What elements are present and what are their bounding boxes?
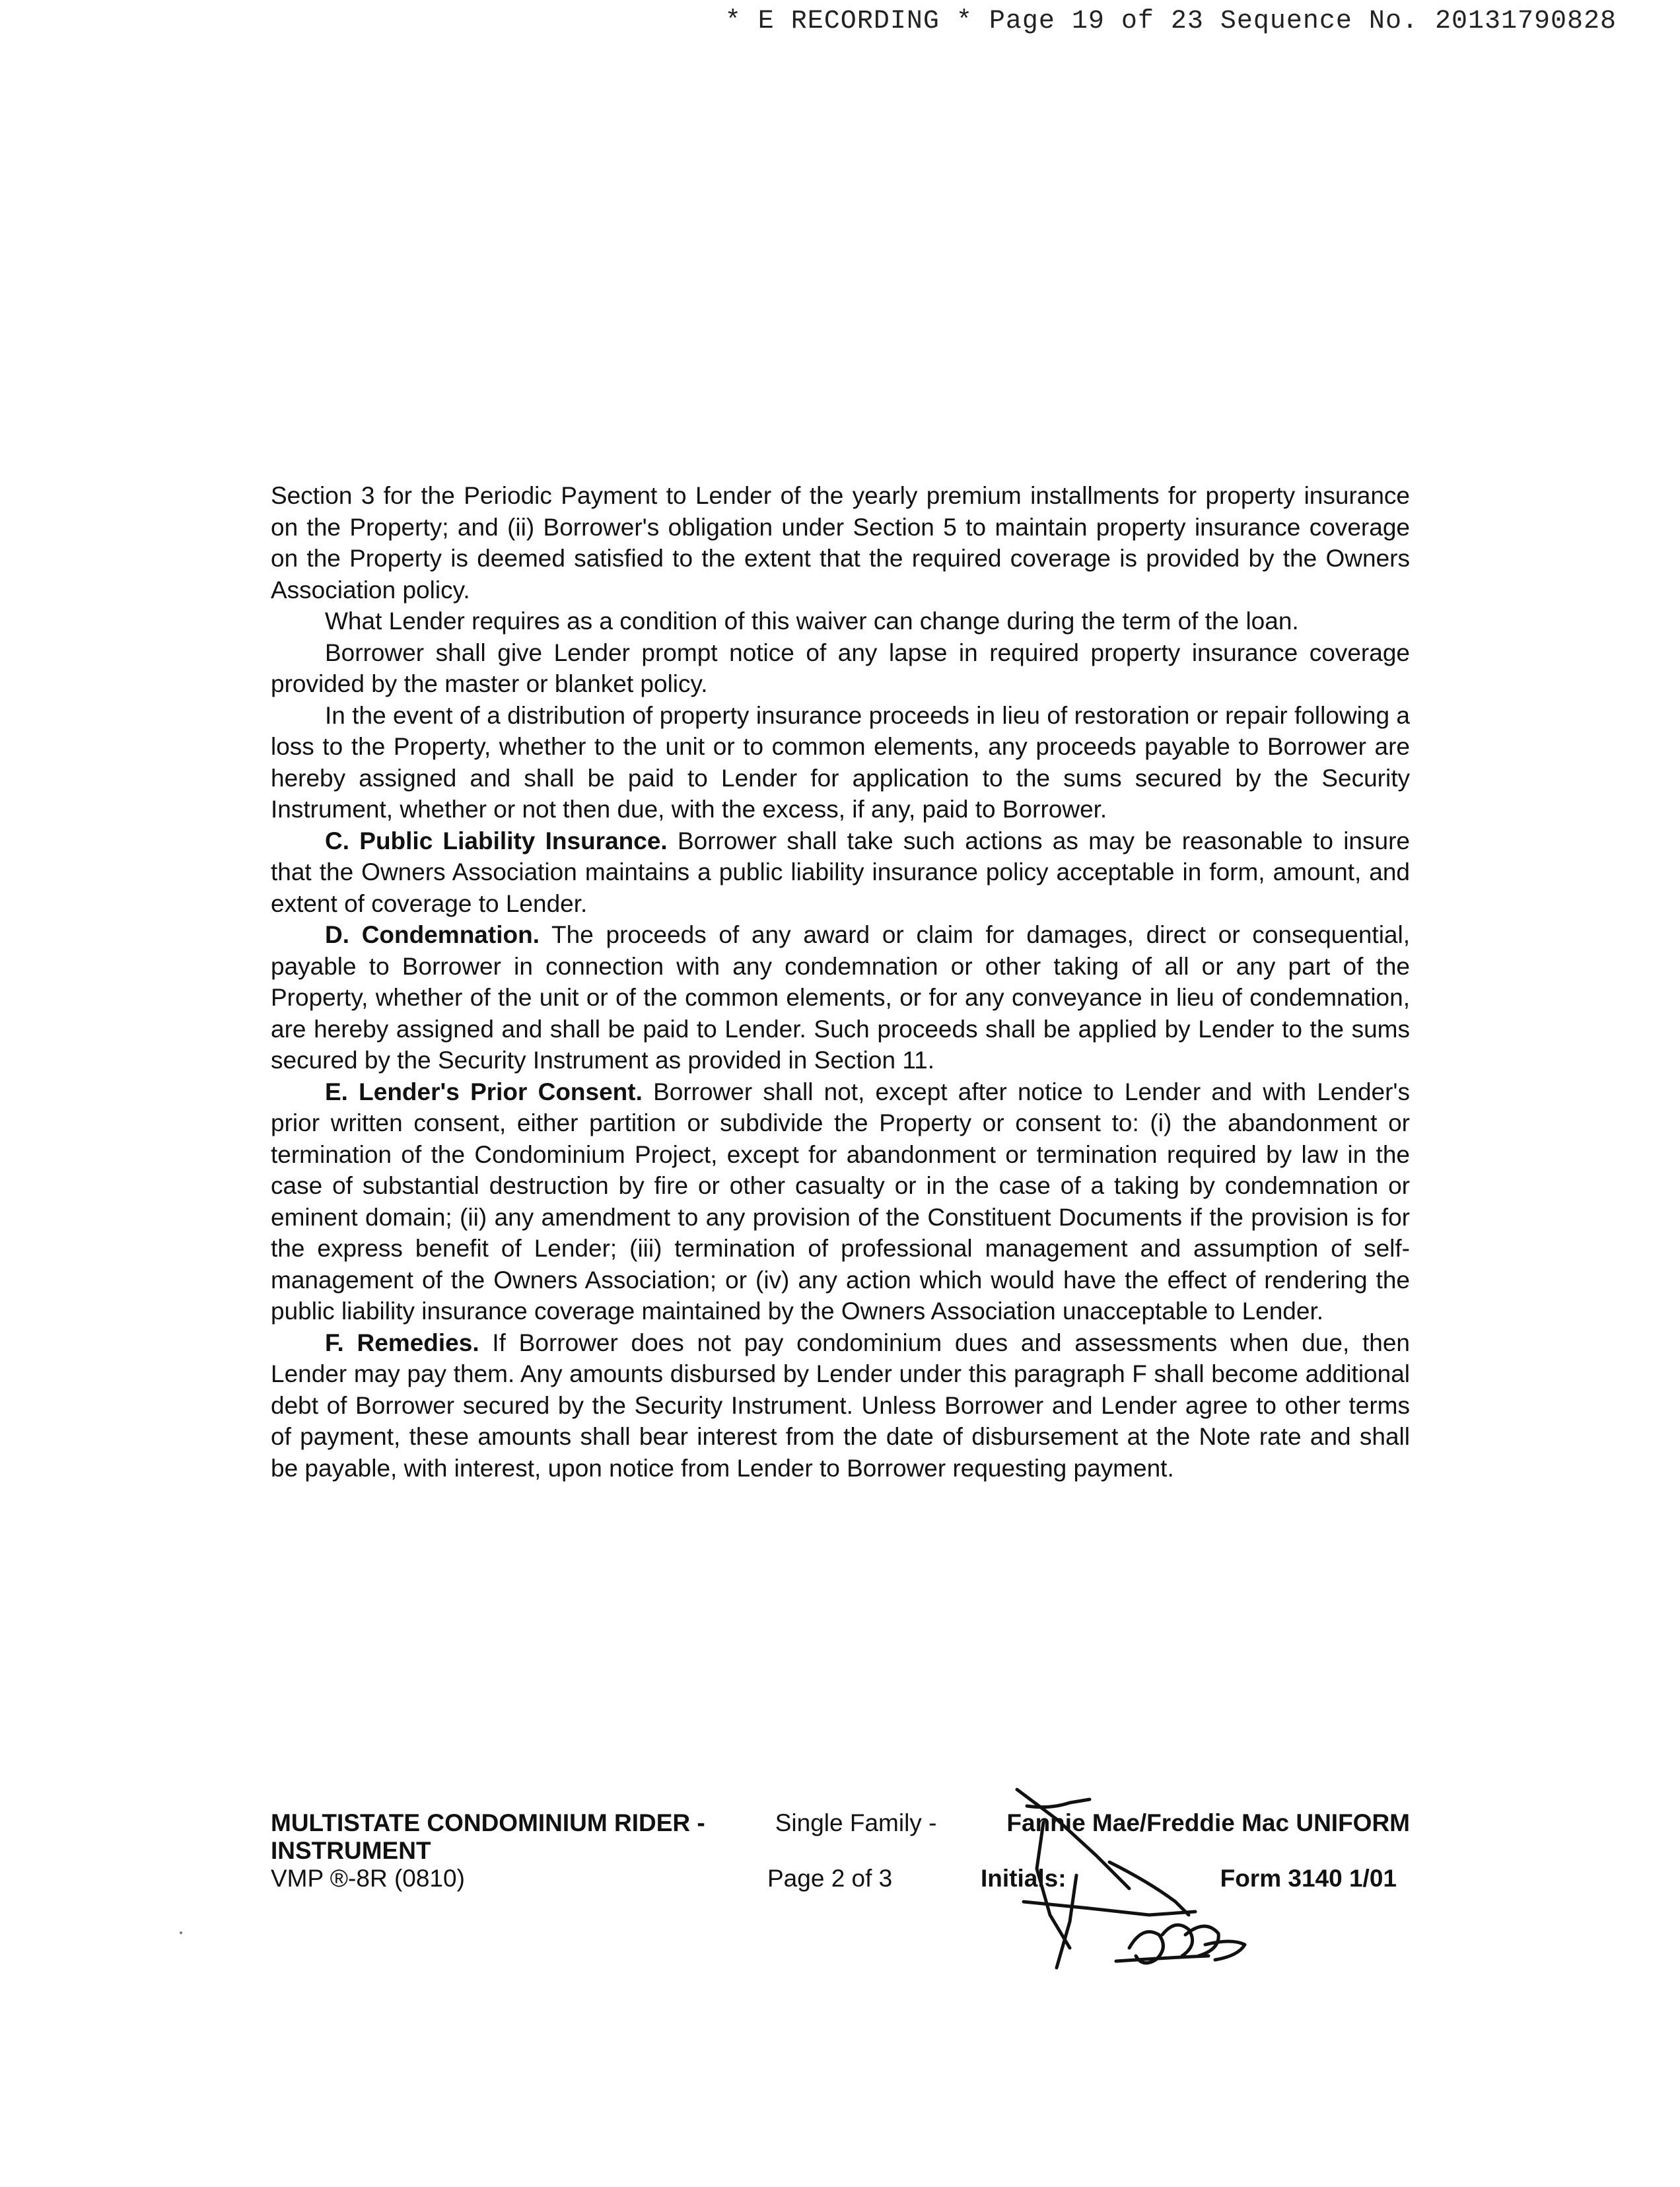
section-d-text: The proceeds of any award or claim for damages, direct or consequential, payable to Borrower in connection with any condemnation or other taking of all or any part of the Property, whether of the unit or of the common elements, or for any conveyance in lieu of condemnation, are hereby assigned and shall be paid to Lender. Such proceeds shall be applied by Lender to the sums secured by the Security Instrument as provided in Section 11. <box>271 921 1410 1074</box>
rider-type: Single Family - <box>775 1809 937 1836</box>
page-number: Page 2 of 3 <box>767 1865 893 1892</box>
paragraph-lapse-notice: Borrower shall give Lender prompt notice of any lapse in required property insurance coverage provided by the master or blanket policy. <box>271 639 1410 697</box>
section-f-text: If Borrower does not pay condominium dues and assessments when due, then Lender may pay them. Any amounts disbursed by Lender under this paragraph F shall become additional debt of Borrower secured by the Security Instrument. Unless Borrower and Lender agree to other terms of payment, these amounts shall bear interest from the date of disbursement at the Note rate and shall be payable, with interest, upon notice from Lender to Borrower requesting payment. <box>271 1329 1410 1482</box>
rider-body <box>271 480 1410 1484</box>
section-d-heading: D. Condemnation. <box>325 921 540 948</box>
section-f-heading: F. Remedies. <box>325 1329 479 1356</box>
paragraph-waiver-conditions: What Lender requires as a condition of this waiver can change during the term of the loan. <box>325 608 1299 635</box>
vmp-form-code: VMP ®-8R (0810) <box>271 1865 465 1892</box>
section-e-prior-consent <box>271 1076 1410 1327</box>
scan-speck <box>180 1931 182 1934</box>
rider-title: MULTISTATE CONDOMINIUM RIDER - <box>271 1809 705 1836</box>
paragraph-insurance-proceeds: In the event of a distribution of property insurance proceeds in lieu of restoration or repair following a loss to the Property, whether to the unit or to common elements, any proceeds payable to Borrower are hereby assigned and shall be paid to Lender for application to the sums secured by the Security Instrument, whether or not then due, with the excess, if any, paid to Borrower. <box>271 701 1410 823</box>
section-c-public-liability <box>271 825 1410 920</box>
section-c-heading: C. Public Liability Insurance. <box>325 827 668 854</box>
paragraph-insurance-waiver: Section 3 for the Periodic Payment to Lender of the yearly premium installments for property insurance on the Property; and (ii) Borrower's obligation under Section 5 to maintain property insurance coverage on the Property is deemed satisfied to the extent that the required coverage is provided by the Owners Association policy. <box>271 482 1410 604</box>
form-number: Form 3140 1/01 <box>1220 1865 1397 1892</box>
recording-stamp: * E RECORDING * Page 19 of 23 Sequence No. 20131790828 <box>724 7 1617 36</box>
section-f-remedies <box>271 1327 1410 1484</box>
initials-label: Initials: <box>981 1865 1067 1892</box>
section-e-text: Borrower shall not, except after notice to Lender and with Lender's prior written consent, either partition or subdivide the Property or consent to: (i) the abandonment or termination of the Condominium Project, except for abandonment or termination required by law in the case of substantial destruction by fire or other casualty or in the case of a taking by condemnation or eminent domain; (ii) any amendment to any provision of the Constituent Documents if the provision is for the express benefit of Lender; (iii) termination of professional management and assumption of self-management of the Owners Association; or (iv) any action which would have the effect of rendering the public liability insurance coverage maintained by the Owners Association unacceptable to Lender. <box>271 1078 1410 1325</box>
section-e-heading: E. Lender's Prior Consent. <box>325 1078 643 1105</box>
instrument-label: INSTRUMENT <box>271 1837 431 1864</box>
uniform-title: Fannie Mae/Freddie Mac UNIFORM <box>1006 1809 1410 1836</box>
handwritten-initials-signature <box>977 1783 1255 1981</box>
section-d-condemnation <box>271 919 1410 1076</box>
section-c-text: Borrower shall take such actions as may be reasonable to insure that the Owners Association maintains a public liability insurance policy acceptable in form, amount, and extent of coverage to Lender. <box>271 827 1410 917</box>
